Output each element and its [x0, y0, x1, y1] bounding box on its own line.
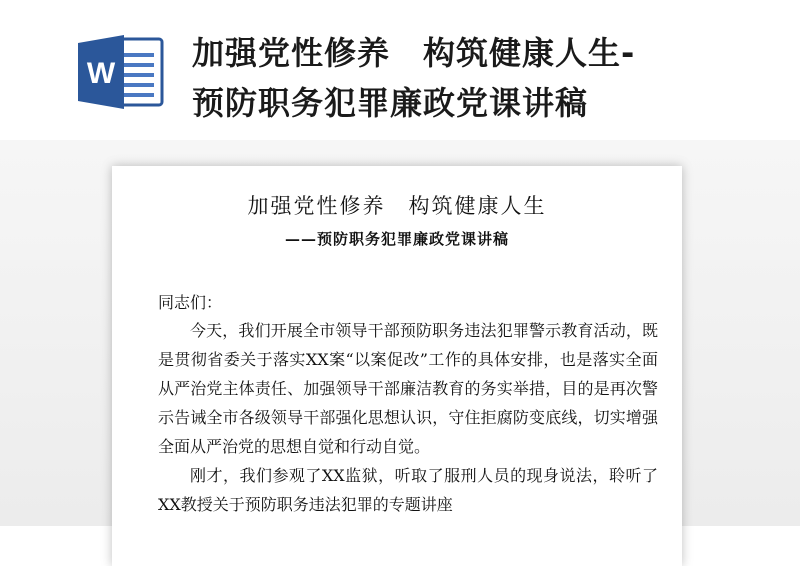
salutation: 同志们：: [158, 293, 223, 312]
word-icon: [76, 33, 166, 111]
document-body: [158, 316, 658, 519]
page-subtitle: ——预防职务犯罪廉政党课讲稿: [284, 230, 509, 248]
document-page: [112, 166, 682, 566]
document-title: [192, 28, 782, 128]
paragraph: 刚才，我们参观了XX监狱，听取了服刑人员的现身说法，聆听了XX教授关于预防职务违法犯罪的专题讲座: [158, 466, 658, 514]
document-title-line2: 预防职务犯罪廉政党课讲稿: [192, 84, 589, 122]
page-title: 加强党性修养 构筑健康人生: [247, 194, 547, 218]
svg-text:W: W: [86, 57, 116, 90]
paragraph: 今天，我们开展全市领导干部预防职务违法犯罪警示教育活动，既是贯彻省委关于落实XX案“以案促改”工作的具体安排，也是落实全面从严治党主体责任、加强领导干部廉洁教育的务实举措，目的是再次警示告诫全市各级领导干部强化思想认识，守住拒腐防变底线，切实增强全面从严治党的思想自觉和行动自觉。: [158, 321, 658, 456]
document-title-line1: 加强党性修养 构筑健康人生-: [192, 34, 636, 72]
header-banner: [0, 0, 800, 140]
